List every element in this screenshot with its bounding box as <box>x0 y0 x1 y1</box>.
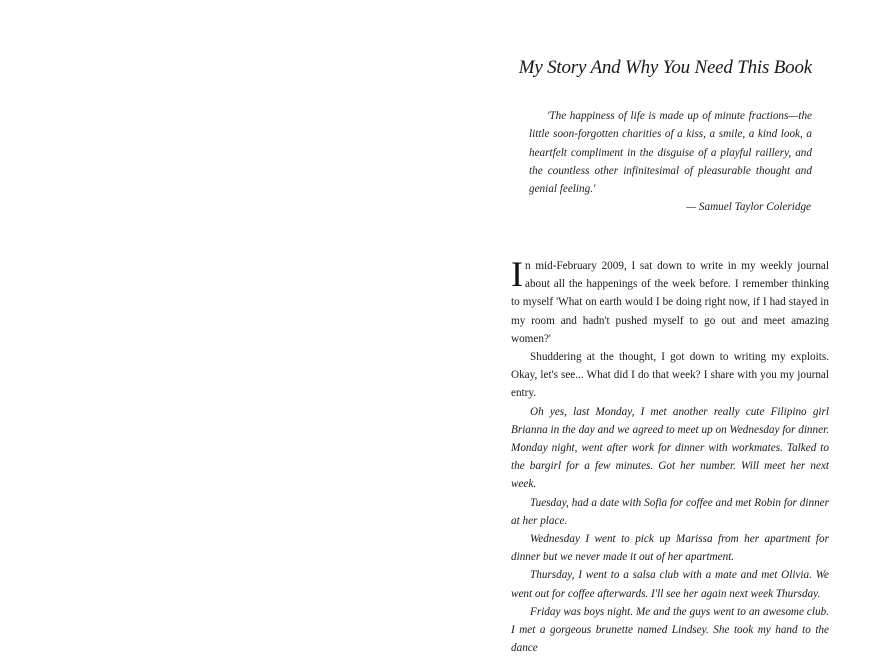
drop-cap: I <box>511 254 523 294</box>
journal-entry-wednesday: Wednesday I went to pick up Marissa from her apartment for dinner but we never made it out of her apartment. <box>511 533 829 564</box>
epigraph <box>529 107 812 217</box>
epigraph-quote: 'The happiness of life is made up of minute fractions—the little soon-forgotten charities of a kiss, a smile, a kind look, a heartfelt compliment in the disguise of a playful raillery, and the countless other infinitesimal of pleasurable thought and genial feeling.' <box>529 110 812 196</box>
paragraph: Shuddering at the thought, I got down to writing my exploits. Okay, let's see... What did I do that week? I share with you my journal entry. <box>511 351 829 400</box>
chapter-body <box>511 254 829 657</box>
journal-entry-thursday: Thursday, I went to a salsa club with a mate and met Olivia. We went out for coffee afterwards. I'll see her again next week Thursday. <box>511 569 829 600</box>
opening-paragraph <box>511 254 829 348</box>
journal-entry-tuesday: Tuesday, had a date with Sofia for coffee and met Robin for dinner at her place. <box>511 496 829 527</box>
journal-entry-monday: Oh yes, last Monday, I met another really cute Filipino girl Brianna in the day and we agreed to meet up on Wednesday for dinner. Monday night, went after work for dinner with workmates. Talked to the bargirl for a few minutes. Got her number. Will meet her next week. <box>511 405 829 491</box>
epigraph-attribution: — Samuel Taylor Coleridge <box>686 201 811 214</box>
opening-paragraph-text: n mid-February 2009, I sat down to write in my weekly journal about all the happenings of the week before. I remember thinking to myself 'What on earth would I be doing right now, if I had stayed in my room and hadn't pushed myself to go out and meet amazing women?' <box>511 260 829 345</box>
journal-entry-friday: Friday was boys night. Me and the guys went to an awesome club. I met a gorgeous brunette named Lindsey. She took my hand to the dance <box>511 605 829 655</box>
chapter-title: My Story And Why You Need This Book <box>518 57 812 78</box>
